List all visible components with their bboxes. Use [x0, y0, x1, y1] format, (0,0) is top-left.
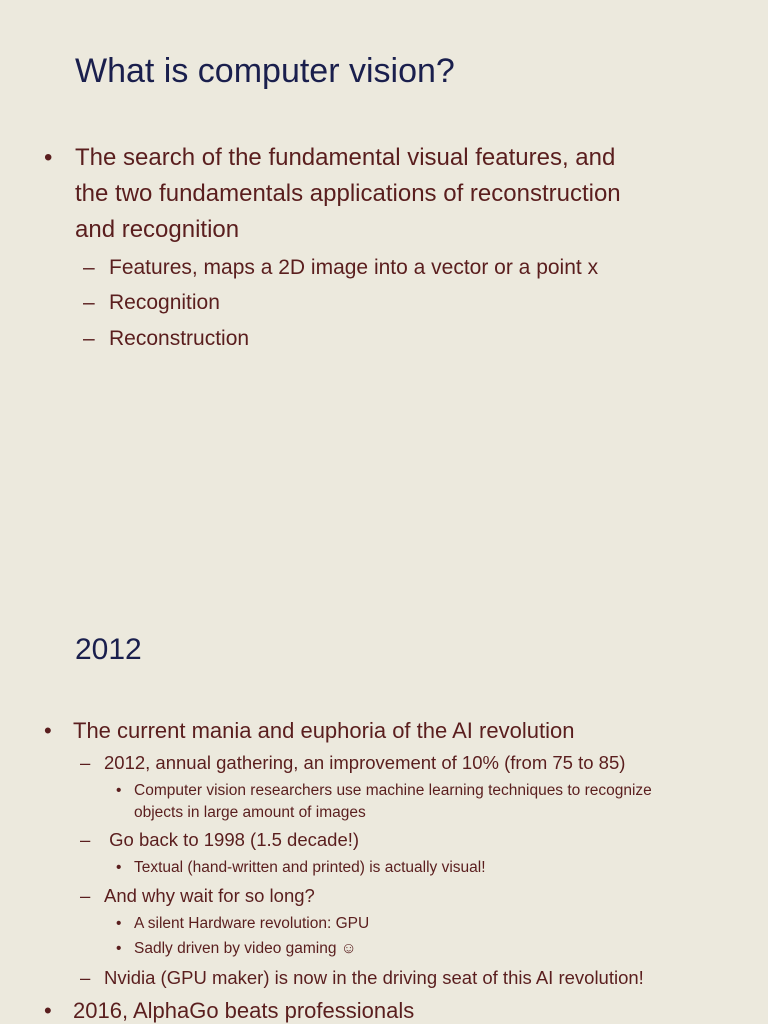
- item-video-gaming: Sadly driven by video gaming ☺: [134, 940, 357, 957]
- dash-marker: –: [80, 885, 91, 906]
- item-cv-line-2: objects in large amount of images: [134, 804, 366, 821]
- dash-marker: –: [80, 752, 91, 773]
- bullet-ai-revolution: The current mania and euphoria of the AI revolution: [73, 718, 575, 743]
- sub-bullet-nvidia: Nvidia (GPU maker) is now in the driving seat of this AI revolution!: [104, 967, 644, 988]
- item-textual: Textual (hand-written and printed) is actually visual!: [134, 859, 486, 876]
- dash-marker: –: [83, 327, 95, 350]
- sub-bullet-features: Features, maps a 2D image into a vector or a point x: [109, 256, 599, 279]
- item-cv-line-1: Computer vision researchers use machine learning techniques to recognize: [134, 782, 652, 799]
- bullet-marker: •: [116, 915, 122, 932]
- bullet-marker: •: [44, 998, 52, 1023]
- dash-marker: –: [83, 256, 95, 279]
- main-bullet-line-2: the two fundamentals applications of reconstruction: [75, 180, 621, 207]
- bullet-marker: •: [116, 859, 122, 876]
- sub-bullet-2012: 2012, annual gathering, an improvement of 10% (from 75 to 85): [104, 752, 626, 773]
- slide-title: 2012: [75, 633, 142, 666]
- sub-bullet-recognition: Recognition: [109, 291, 220, 314]
- sub-bullet-reconstruction: Reconstruction: [109, 327, 250, 350]
- bullet-alphago: 2016, AlphaGo beats professionals: [73, 998, 415, 1023]
- item-gpu: A silent Hardware revolution: GPU: [134, 915, 370, 932]
- dash-marker: –: [80, 967, 91, 988]
- bullet-marker: •: [116, 940, 122, 957]
- dash-marker: –: [83, 291, 95, 314]
- sub-bullet-1998: Go back to 1998 (1.5 decade!): [104, 829, 360, 850]
- bullet-marker: •: [116, 782, 122, 799]
- bullet-marker: •: [44, 718, 52, 743]
- slide-title: What is computer vision?: [75, 52, 455, 90]
- bullet-marker: •: [44, 144, 53, 171]
- dash-marker: –: [80, 829, 91, 850]
- sub-bullet-why-wait: And why wait for so long?: [104, 885, 315, 906]
- main-bullet-line-3: and recognition: [75, 216, 240, 243]
- main-bullet-line-1: The search of the fundamental visual features, and: [75, 144, 616, 171]
